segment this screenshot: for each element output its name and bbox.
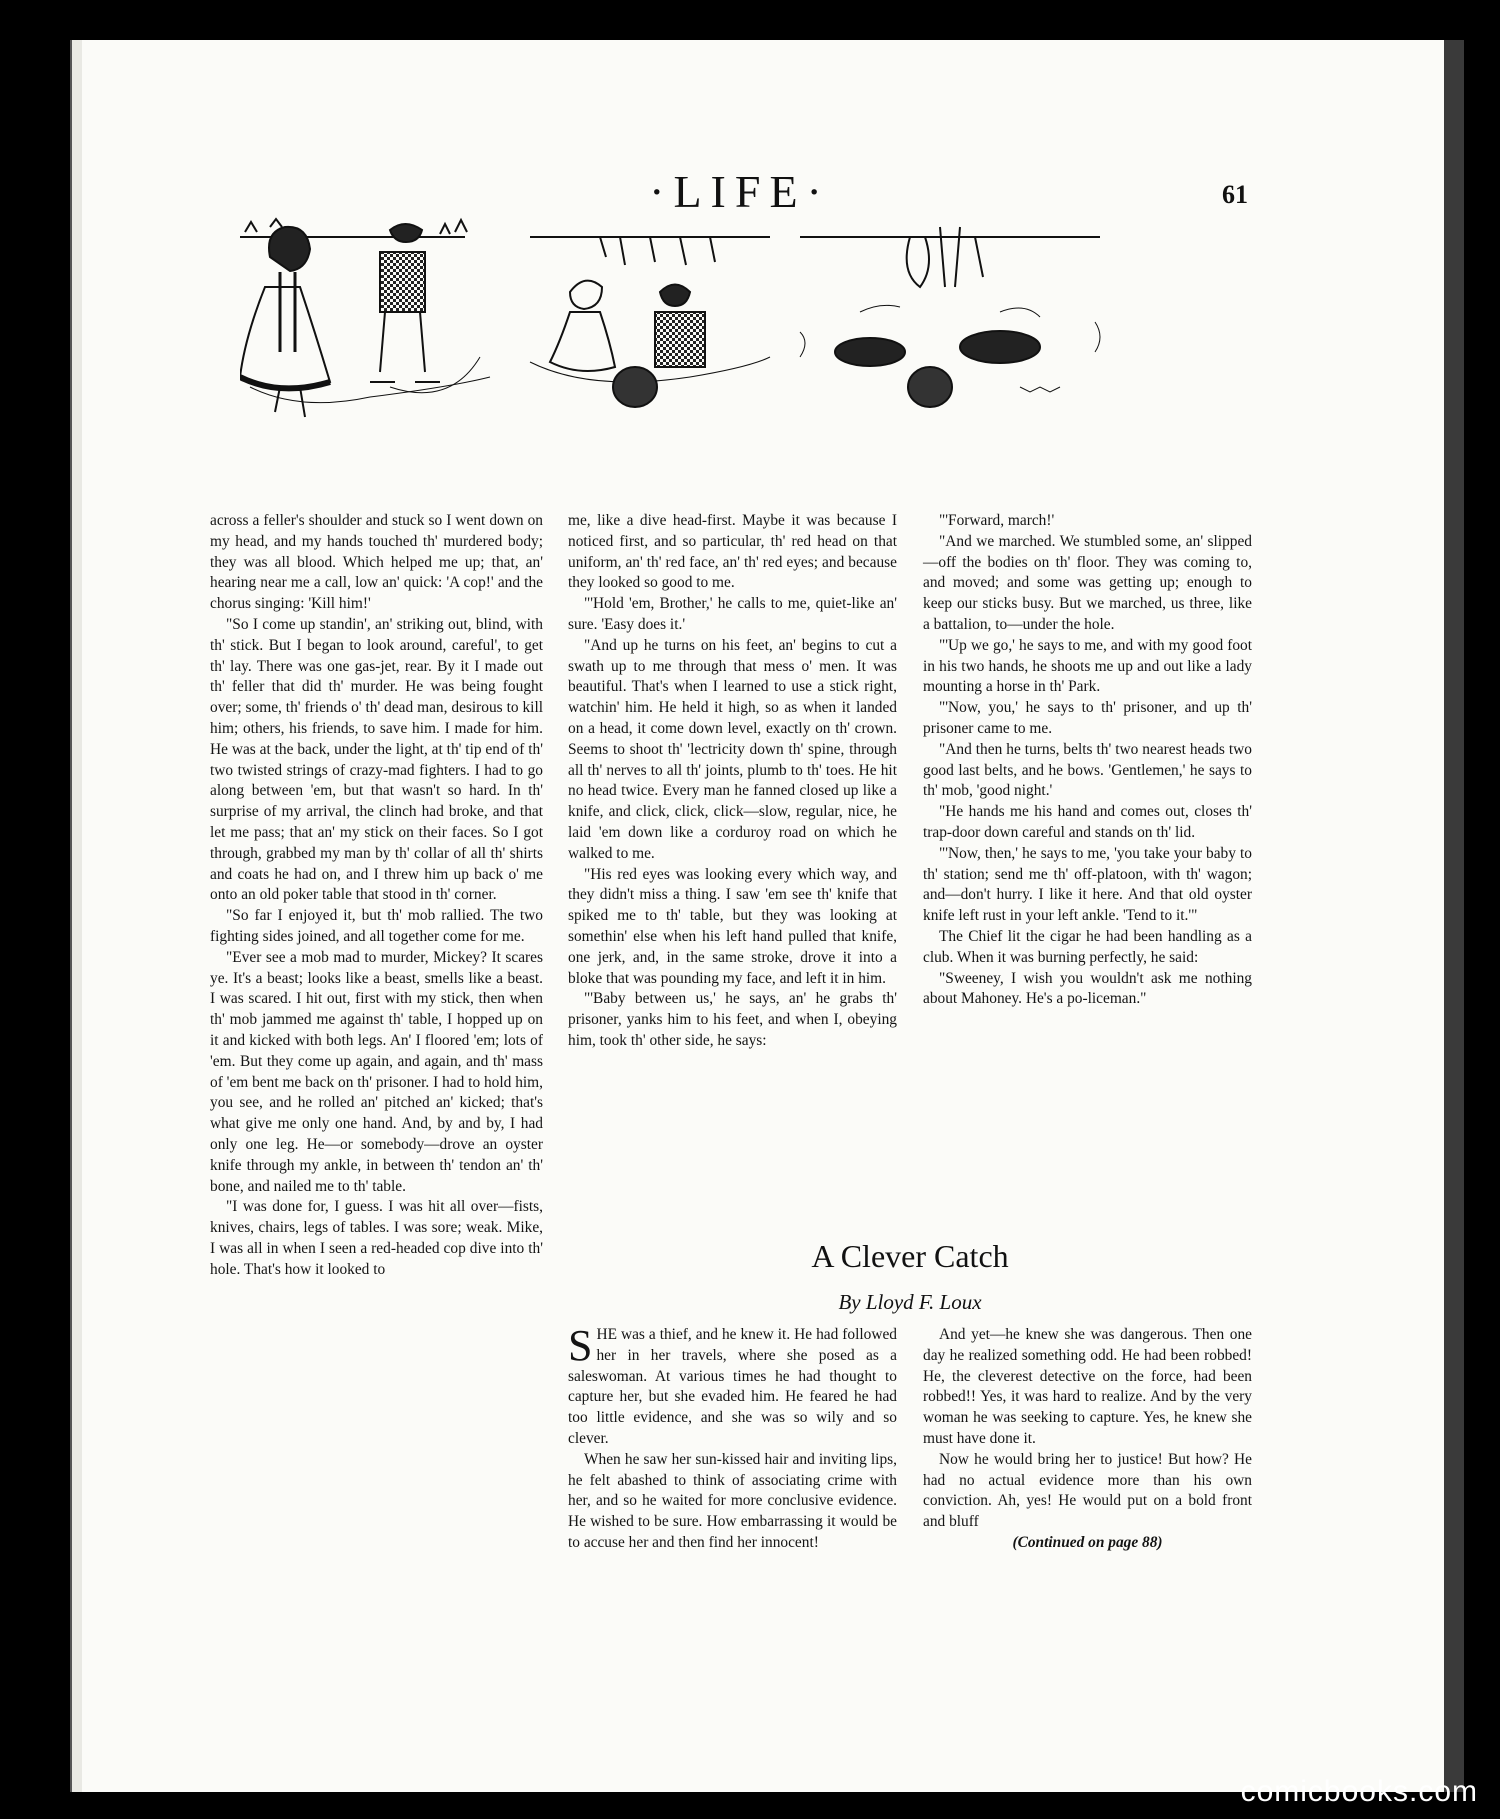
story-title: A Clever Catch <box>811 1238 1009 1274</box>
paragraph: "His red eyes was looking every which way, and they didn't miss a thing. I saw 'em see th' knife that spiked me to th' table, but they was looking at somethin' else when his left hand pulled that knife, one jerk, and, in the same stroke, drove it into a bloke that was pounding my face, and left it in him. <box>568 865 897 987</box>
paragraph: "I was done for, I guess. I was hit all over—fists, knives, chairs, legs of tables. I was sore; weak. Mike, I was all in when I seen a red-headed cop dive into th' hole. That's how it looked to <box>210 1198 543 1278</box>
article-column-1 <box>210 511 543 1280</box>
paragraph: "And up he turns on his feet, an' begins to cut a swath up to me through that mess o' men. It was beautiful. That's when I learned to use a stick right, watchin' him. He held it high, so as when it landed on a head, it come down level, exactly on th' crown. Seems to shoot th' 'lectricity down th' spine, through all th' nerves to all th' joints, plumb to th' toes. He hit no head twice. Every man he fanned closed up like a knife, and click, click, click—slow, regular, nice, he laid 'em down like a corduroy road on which he walked to me. <box>568 636 897 862</box>
paragraph: And yet—he knew she was dangerous. Then one day he realized something odd. He had been robbed! He, the cleverest detective on the force, had been robbed!! Yes, it was hard to realize. And by the very woman he was seeking to capture. Yes, he knew she must have done it. <box>923 1326 1252 1447</box>
drop-cap: S <box>568 1321 593 1370</box>
story-byline: By Lloyd F. Loux <box>838 1290 982 1314</box>
paragraph: The Chief lit the cigar he had been handling as a club. When it was burning perfectly, he said: <box>923 927 1252 966</box>
paragraph: me, like a dive head-first. Maybe it was because I noticed first, and so particular, th' red head on that uniform, an' th' red face, an' th' red eyes; and because they looked so good to me. <box>568 512 897 592</box>
paragraph: When he saw her sun-kissed hair and inviting lips, he felt abashed to think of associating crime with her, and so he waited for more conclusive evidence. He wished to be sure. How embarrassing it would be to accuse her and then find her innocent! <box>568 1450 897 1551</box>
continued-notice: (Continued on page 88) <box>1012 1533 1163 1551</box>
first-paragraph <box>568 1321 897 1450</box>
paragraph: "'Forward, march!' <box>939 512 1055 529</box>
paragraph: "'Hold 'em, Brother,' he calls to me, quiet-like an' sure. 'Easy does it.' <box>568 595 897 633</box>
site-watermark: comicbooks.com <box>1240 1775 1478 1808</box>
cartoon-strip-illustration <box>240 212 1255 494</box>
paragraph: "And we marched. We stumbled some, an' slipped—off the bodies on th' floor. They was coming to, and moved; and some was getting up; enough to keep our sticks busy. But we marched, us three, like a battalion, to—under the hole. <box>923 532 1252 633</box>
paragraph: Now he would bring her to justice! But how? He had no actual evidence more than his own conviction. Ah, yes! He would put on a bold front and bluff <box>923 1450 1252 1531</box>
paragraph: "And then he turns, belts th' two nearest heads two good last belts, and he bows. 'Gentlemen,' he says to th' mob, 'good night.' <box>923 740 1252 800</box>
skaters-fallen-drawing <box>530 281 770 382</box>
paragraph: "'Now, you,' he says to th' prisoner, and up th' prisoner came to me. <box>923 699 1252 737</box>
story-column-1 <box>568 1321 897 1554</box>
paragraph: "So I come up standin', an' striking out, blind, with th' stick. But I began to look around, careful', to get th' lay. There was one gas-jet, rear. By it I made out th' feller that did th' murder. He was being fought over; some, th' friends o' th' dead man, desirous to kill him; others, his friends, to save him. I made for him. He was at the back, under the light, at th' tip end of th' two twisted strings of crazy-mad fighters. I had to go along between 'em, but that wasn't so hard. In th' surprise of my arrival, the clinch had broke, and that let me pass; that an' my stick on their faces. So I got through, grabbed my man by th' collar of all th' shirts and coats he had on, and I threw him up back o' me onto an old poker table that stood in th' corner. <box>210 615 543 904</box>
first-paragraph-text: HE was a thief, and he knew it. He had followed her in her travels, where she posed as a saleswoman. At various times he had thought to capture her, but she evaded him. He feared he had too little evidence, and she was so wily and so clever. <box>568 1326 897 1447</box>
paragraph: "'Up we go,' he says to me, and with my good foot in his two hands, he shoots me up and out like a lady mounting a horse in th' Park. <box>923 636 1252 696</box>
paragraph: "'Now, then,' he says to me, 'you take your baby to th' station; send me th' off-platoon, with th' wagon; and—don't hurry. I like it here. And that old oyster knife left rust in your left ankle. 'Tend to it.'" <box>923 844 1252 925</box>
story-column-2 <box>923 1325 1252 1554</box>
article-column-3 <box>923 511 1252 1010</box>
masthead-title: ·LIFE· <box>649 166 831 217</box>
paragraph: "Sweeney, I wish you wouldn't ask me nothing about Mahoney. He's a po-liceman." <box>923 969 1252 1008</box>
page-number: 61 <box>1222 180 1248 209</box>
paragraph: "He hands me his hand and comes out, closes th' trap-door down careful and stands on th' lid. <box>923 803 1252 841</box>
paragraph: "So far I enjoyed it, but th' mob rallied. The two fighting sides joined, and all together come for me. <box>210 907 543 945</box>
paragraph: across a feller's shoulder and stuck so I went down on my head, and my hands touched th' murdered body; they was all blood. Which helped me up; that, an' hearing near me a call, low an' quick: 'A cop!' and the chorus singing: 'Kill him!' <box>210 512 543 613</box>
right-page-edge <box>1444 40 1464 1792</box>
paragraph: "Ever see a mob mad to murder, Mickey? It scares ye. It's a beast; looks like a beast, smells like a beast. I was scared. I hit out, first with my stick, then when th' mob jammed me against th' table, I hopped up on it and kicked with both legs. An' I floored 'em; lots of 'em. But they come up again, and again, and th' mass of 'em bent me back on th' prisoner. I had to hold him, you see, and he rolled an' pitched an' kicked; that's what give me only one hand. And, by and by, I had only one leg. He—or somebody—drove an oyster knife through my ankle, in between th' tendon an' th' bone, and nailed me to th' table. <box>210 948 543 1195</box>
paragraph: "'Baby between us,' he says, an' he grabs th' prisoner, yanks him to his feet, and when I, obeying him, took th' other side, he says: <box>568 990 897 1049</box>
skater-boy-drawing <box>370 224 440 382</box>
article-column-2 <box>568 511 897 1052</box>
